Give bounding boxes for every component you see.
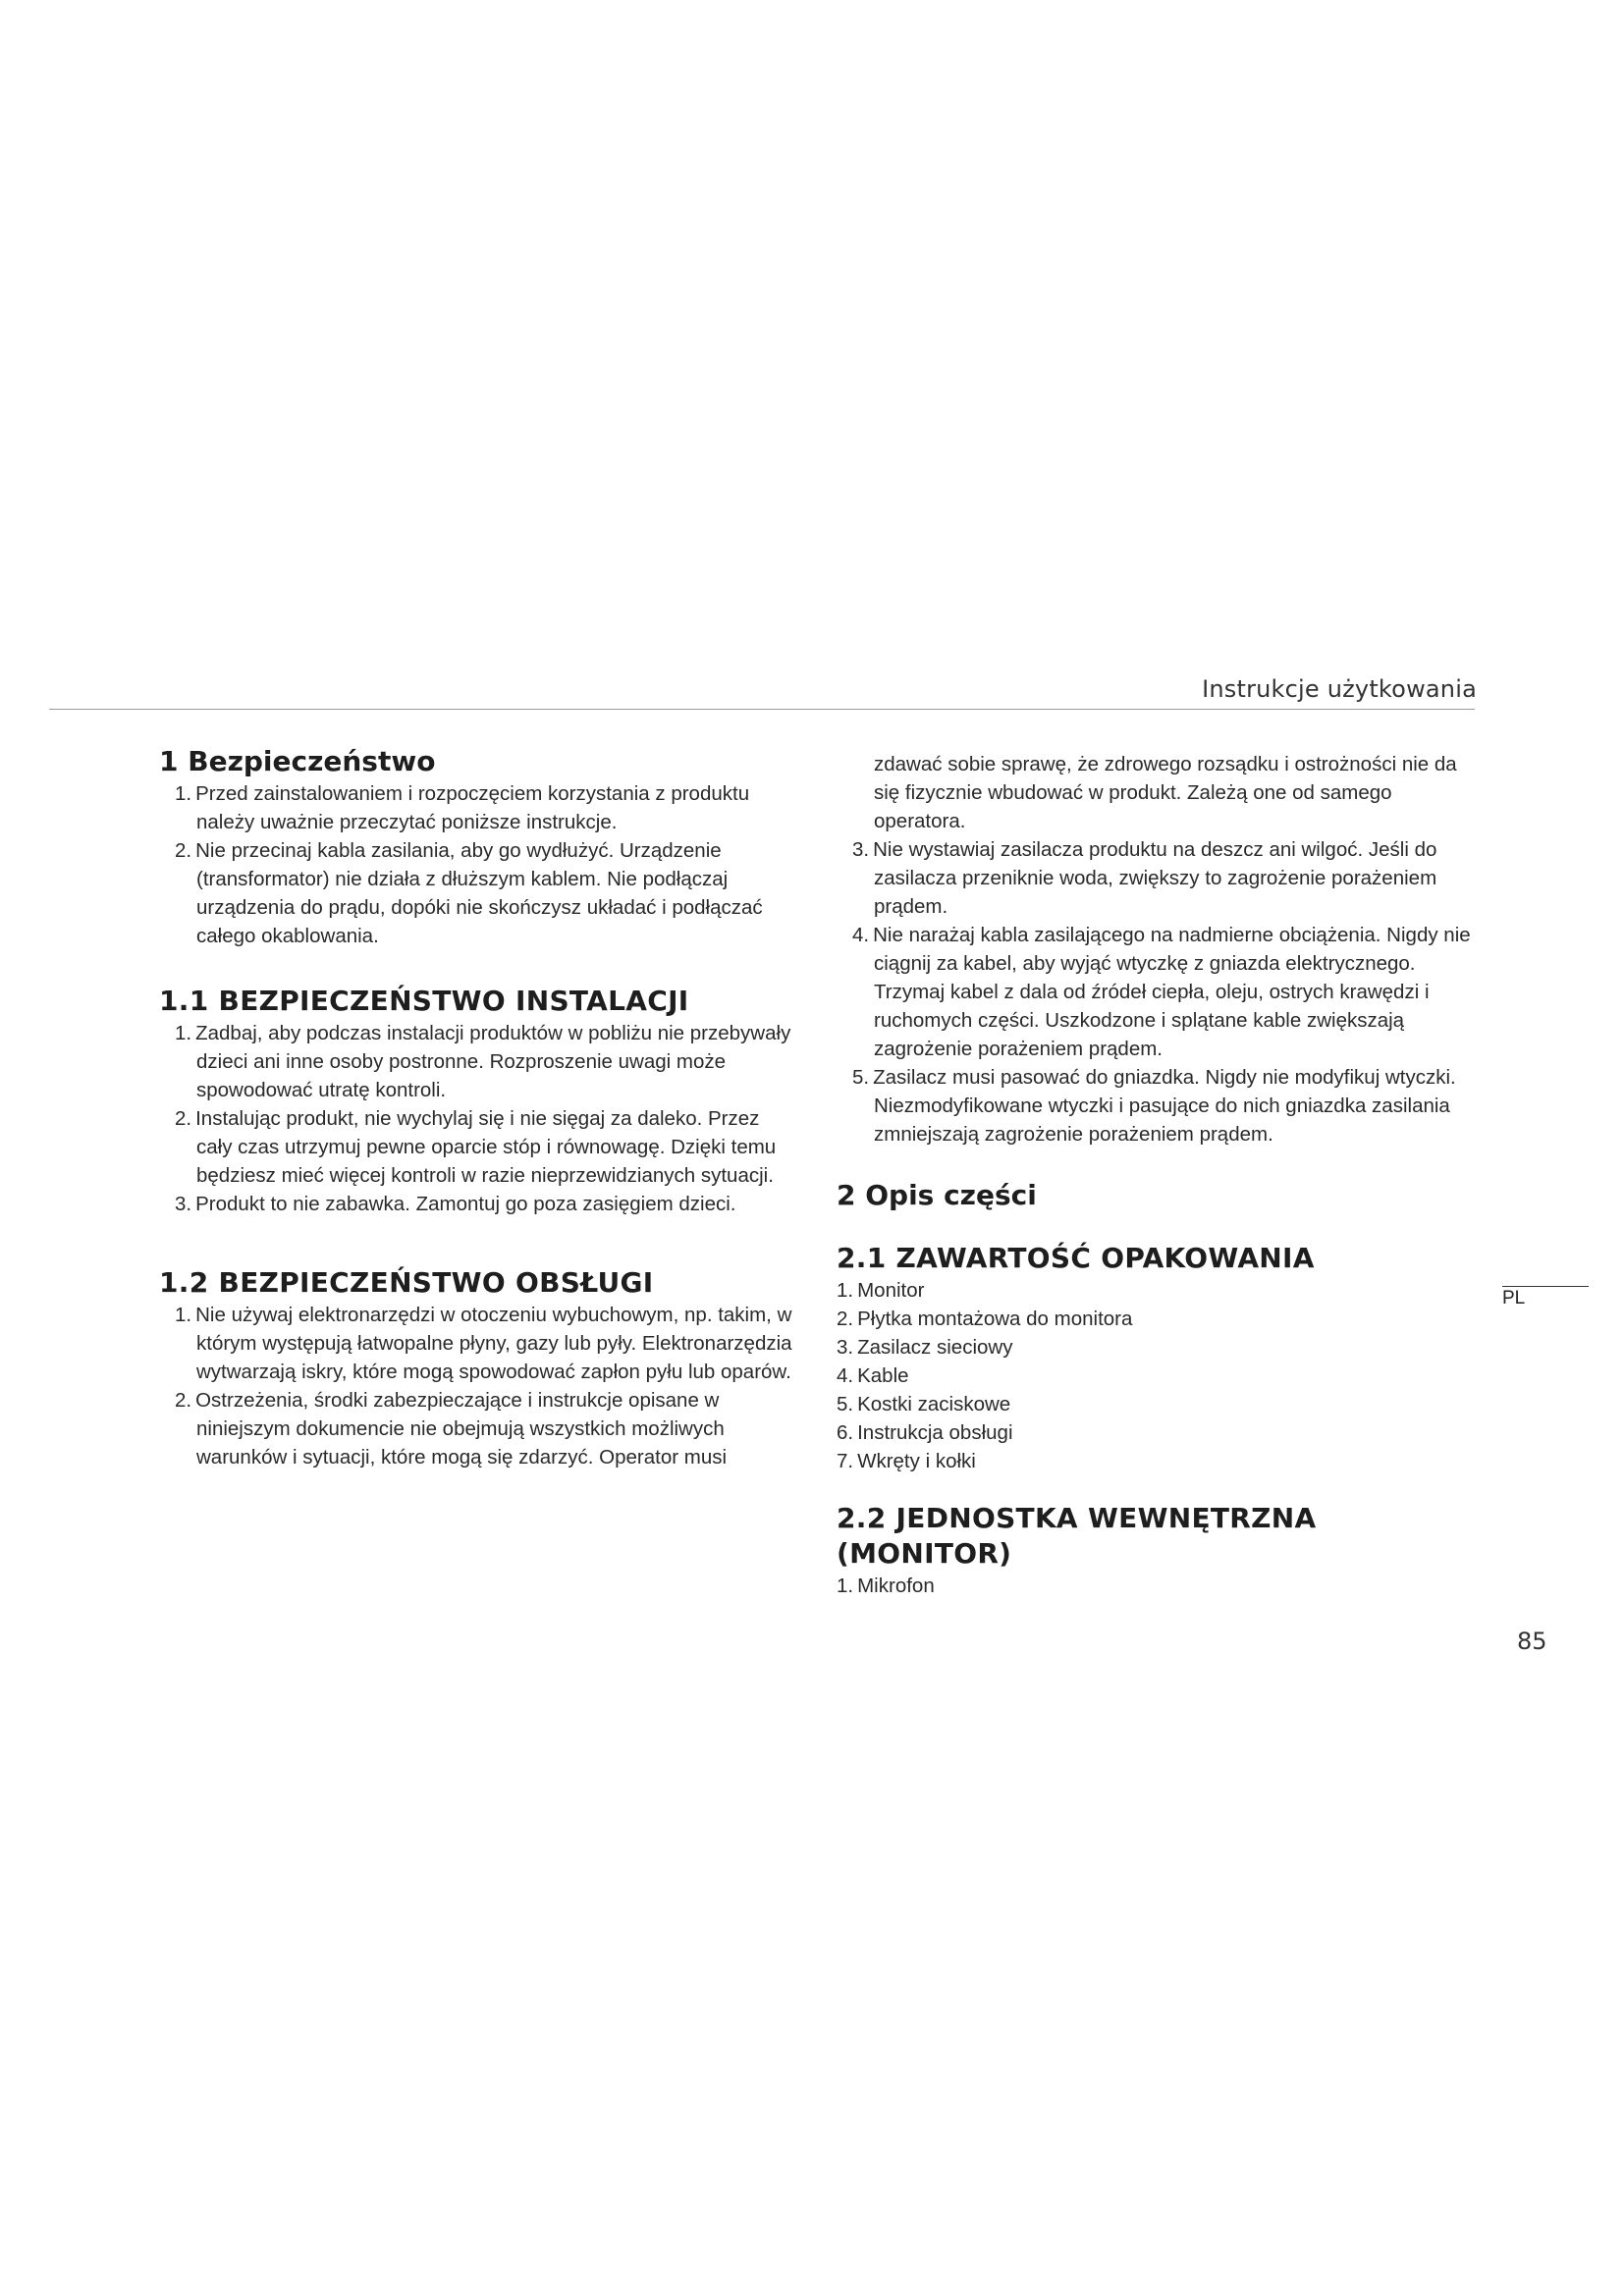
section-title-2-2: 2.2 JEDNOSTKA WEWNĘTRZNA (MONITOR): [837, 1502, 1317, 1570]
section-title-2: 2 Opis części: [837, 1179, 1037, 1211]
continued-paragraph: zdawać sobie sprawę, że zdrowego rozsądku i ostrożności nie da się fizycznie wbudować w produkt. Zależą one od samego operatora.: [874, 753, 1457, 832]
item-number: 4.: [837, 1364, 854, 1387]
page-number: 85: [1517, 1628, 1547, 1655]
language-label: PL: [1502, 1288, 1526, 1308]
item-text: Kostki zaciskowe: [857, 1393, 1011, 1415]
section-1-2-list-continued: [837, 835, 1475, 1148]
list-item: [837, 1063, 1475, 1148]
item-number: 3.: [852, 838, 870, 861]
item-number: 2.: [837, 1308, 854, 1330]
item-number: 5.: [852, 1066, 870, 1089]
list-item: [837, 921, 1475, 1063]
list-item: [837, 1333, 1475, 1362]
item-text: Instrukcja obsługi: [857, 1421, 1013, 1444]
list-item: [159, 1019, 797, 1104]
section-title-1-2: 1.2 BEZPIECZEŃSTWO OBSŁUGI: [159, 1266, 654, 1299]
item-number: 3.: [837, 1336, 854, 1359]
section-1-2-list: [159, 1301, 797, 1471]
item-text: Płytka montażowa do monitora: [857, 1308, 1133, 1330]
item-text: Nie przecinaj kabla zasilania, aby go wydłużyć. Urządzenie (transformator) nie działa z dłuższym kablem. Nie podłączaj urządzenia do prądu, dopóki nie skończysz układać i podłączać całego okablowania.: [195, 839, 763, 947]
header-divider: [49, 709, 1475, 710]
list-item: [159, 1301, 797, 1386]
item-number: 4.: [852, 924, 870, 946]
item-text: Przed zainstalowaniem i rozpoczęciem korzystania z produktu należy uważnie przeczytać poniższe instrukcje.: [195, 782, 750, 833]
list-item: [837, 1447, 1475, 1475]
right-column: [837, 750, 1475, 1600]
language-marker-rule: [1502, 1286, 1589, 1287]
item-number: 3.: [175, 1193, 192, 1215]
item-text: Nie używaj elektronarzędzi w otoczeniu wybuchowym, np. takim, w którym występują łatwopalne płyny, gazy lub pyły. Elektronarzędzia wytwarzają iskry, które mogą spowodować zapłon pyłu lub oparów.: [195, 1304, 792, 1383]
section-title-2-1: 2.1 ZAWARTOŚĆ OPAKOWANIA: [837, 1242, 1315, 1274]
item-number: 5.: [837, 1393, 854, 1415]
list-item: [837, 1276, 1475, 1305]
section-2-2-list: [837, 1572, 1475, 1600]
item-number: 1.: [175, 782, 192, 805]
item-number: 2.: [175, 1107, 192, 1130]
item-number: 2.: [175, 839, 192, 862]
section-2-1-list: [837, 1276, 1475, 1475]
item-number: 2.: [175, 1389, 192, 1412]
section-title-1: 1 Bezpieczeństwo: [159, 745, 436, 777]
list-item: [159, 1190, 797, 1218]
item-text: Nie narażaj kabla zasilającego na nadmierne obciążenia. Nigdy nie ciągnij za kabel, aby wyjąć wtyczkę z gniazda elektrycznego. Trzymaj kabel z dala od źródeł ciepła, oleju, ostrych krawędzi i ruchomych części. Uszkodzone i splątane kable zwiększają zagrożenie porażeniem prądem.: [873, 924, 1471, 1060]
item-number: 1.: [837, 1279, 854, 1302]
list-item: [159, 779, 797, 836]
language-marker: [1502, 1286, 1589, 1309]
item-text: Zadbaj, aby podczas instalacji produktów w pobliżu nie przebywały dzieci ani inne osoby postronne. Rozproszenie uwagi może spowodować utratę kontroli.: [195, 1022, 791, 1101]
item-text: Monitor: [857, 1279, 925, 1302]
list-item: [837, 1305, 1475, 1333]
list-item: [159, 1386, 797, 1471]
list-item: [159, 1104, 797, 1190]
item-text: Produkt to nie zabawka. Zamontuj go poza zasięgiem dzieci.: [195, 1193, 736, 1215]
running-header-title: Instrukcje użytkowania: [1202, 675, 1477, 703]
list-item: [837, 1362, 1475, 1390]
item-number: 1.: [837, 1575, 854, 1597]
item-text: Nie wystawiaj zasilacza produktu na deszcz ani wilgoć. Jeśli do zasilacza przeniknie woda, zwiększy to zagrożenie porażeniem prądem.: [873, 838, 1437, 918]
item-number: 7.: [837, 1450, 854, 1472]
list-item: [837, 1572, 1475, 1600]
item-number: 1.: [175, 1022, 192, 1044]
item-text: Mikrofon: [857, 1575, 935, 1597]
item-number: 6.: [837, 1421, 854, 1444]
item-number: 1.: [175, 1304, 192, 1326]
list-item: [159, 836, 797, 950]
item-text: Zasilacz musi pasować do gniazdka. Nigdy nie modyfikuj wtyczki. Niezmodyfikowane wtyczki i pasujące do nich gniazdka zasilania zmniejszają zagrożenie porażeniem prądem.: [873, 1066, 1456, 1146]
section-1-list: [159, 779, 797, 950]
list-item: [837, 1390, 1475, 1418]
item-text: Wkręty i kołki: [857, 1450, 976, 1472]
list-item: [837, 1418, 1475, 1447]
list-item: [837, 835, 1475, 921]
item-text: Kable: [857, 1364, 909, 1387]
section-1-1-list: [159, 1019, 797, 1218]
left-column: [159, 744, 797, 1471]
item-text: Ostrzeżenia, środki zabezpieczające i instrukcje opisane w niniejszym dokumencie nie obejmują wszystkich możliwych warunków i sytuacji, które mogą się zdarzyć. Operator musi: [195, 1389, 728, 1468]
section-title-1-1: 1.1 BEZPIECZEŃSTWO INSTALACJI: [159, 985, 689, 1017]
item-text: Instalując produkt, nie wychylaj się i nie sięgaj za daleko. Przez cały czas utrzymuj pewne oparcie stóp i równowagę. Dzięki temu będziesz mieć więcej kontroli w razie nieprzewidzianych sytuacji.: [195, 1107, 777, 1187]
item-text: Zasilacz sieciowy: [857, 1336, 1013, 1359]
